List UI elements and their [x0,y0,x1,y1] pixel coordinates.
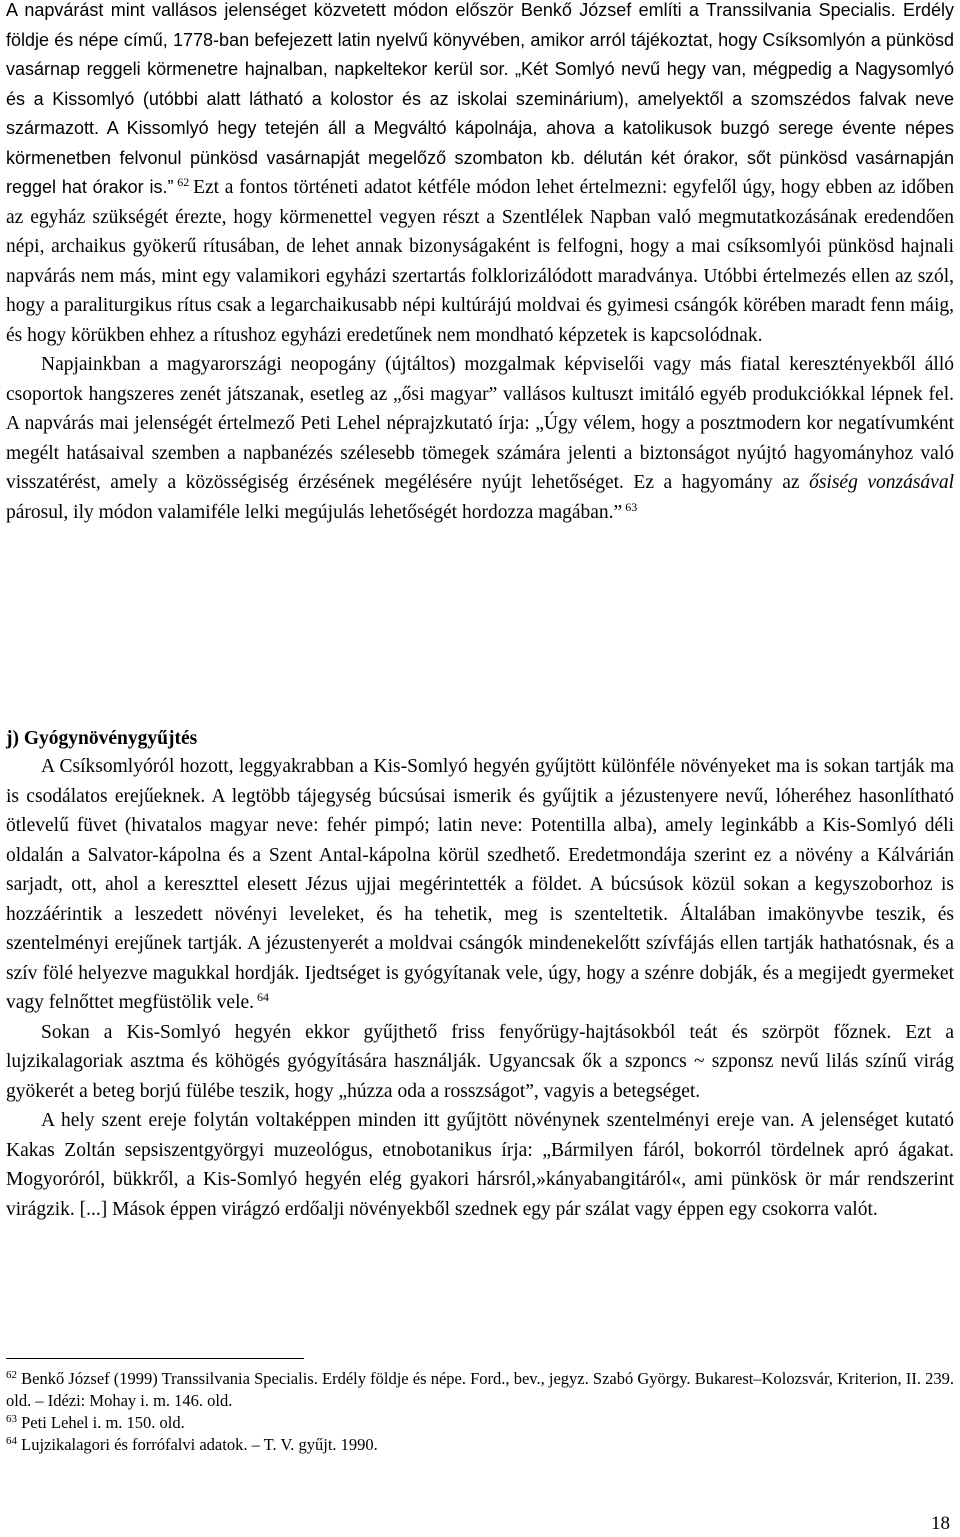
paragraph [6,752,954,1018]
footnote-number: 64 [6,1435,17,1447]
footnote-number: 62 [6,1369,17,1381]
paragraph [6,350,954,527]
footnote-number: 63 [6,1413,17,1425]
paragraph-text: A napvárást mint vallásos jelenséget közvetett módon először Benkő József említi a Transsilvania Specialis. Erdély földje és népe című, 1778-ban befejezett latin nyelvű könyvében, amikor arról tájékoztat, hogy Csíksomlyón a pünkösd vasárnap reggeli körmenetre hajnalban, napkeltekor kerül sor. „Két Somlyó nevű hegy van, mégpedig a Nagysomlyó és a Kissomlyó (utóbbi alatt látható a kolostor és az iskolai szeminárium), amelyektől a szomszédos falvak neve származott. A Kissomlyó hegy tetején áll a Megváltó kápolnája, ahova a katolikusok buzgó serege évente népes körmenetben felvonul pünkösd vasárnapját megelőző szombaton kb. délután két órakor, sőt pünkösd vasárnapján reggel hat órakor is.” [6,0,954,197]
paragraph [6,1106,954,1224]
page-number: 18 [931,1513,950,1534]
footnote [6,1412,954,1434]
footnote-text: Benkő József (1999) Transsilvania Specialis. Erdély földje és népe. Ford., bev., jegyz. Szabó György. Bukarest–Kolozsvár, Kriterion, II. 239. old. – Idézi: Mohay i. m. 146. old. [6,1369,954,1410]
footnote [6,1368,954,1412]
footnote-ref: 62 [173,175,194,189]
section-heading: j) Gyógynövénygyűjtés [6,728,198,749]
paragraph-text: Ezt a fontos történeti adatot kétféle módon lehet értelmezni: egyfelől úgy, hogy ebben az időben az egyház szükségét érezte, hogy körmenettel vegyen részt a Szentlélek Napban való megmutatkozásának eredendően népi, archaikus gyökerű rítusában, de lehet annak bizonyságaként is felfogni, hogy a mai csíksomlyói pünkösd hajnali napvárás nem más, mint egy valamikori egyházi szertartás folklorizálódott maradványa. Utóbbi értelmezés ellen az szól, hogy a paraliturgikus rítus csak a legarchaikusabb népi kultúrájú moldvai és gyimesi csángók körében maradt fenn máig, és hogy körükben ehhez a rítushoz egyházi eredetűnek nem mondható képzetek is kapcsolódnak. [6,177,955,346]
paragraph-text: Sokan a Kis-Somlyó hegyén ekkor gyűjthető friss fenyőrügy-hajtásokból teát és szörpöt főznek. Ezt a lujzikalagoriak asztma és köhögés gyógyítására használják. Ugyancsak ők a szponcs ~ szponsz nevű lilás színű virág gyökerét a beteg borjú fülébe teszik, hogy „húzza oda a rosszságot”, vagyis a betegséget. [6,1021,954,1102]
emphasis-text: ősiség vonzásával [809,472,954,493]
body-section-gyogynoveny [6,752,954,1224]
paragraph-text: A Csíksomlyóról hozott, leggyakrabban a Kis-Somlyó hegyén gyűjtött különféle növényeket ma is sokan tartják ma is csodálatos erejűeknek. A legtöbb tájegység búcsúsai ismerik és gyűjtik a jézustenyere nevű, lóheréhez hasonlítható ötlevelű füvet (hivatalos magyar neve: fehér pimpó; latin neve: Potentilla alba), amely leginkább a Kis-Somlyó déli oldalán a Salvator-kápolna és a Szent Antal-kápolna körül szedhető. Eredetmondája szerint ez a növény a Kálvárián sarjadt, ott, ahol a kereszttel elesett Jézus ujjai megérintették a földet. A búcsúsok közül sokan a kegyszoborhoz is hozzáérintik a leszedett növényi leveleket, és ha tehetik, meg is szenteltetik. Általában imakönyvbe teszik, és szentelményi erejűnek tartják. A jézustenyerét a moldvai csángók mindenekelőtt szívfájás ellen tartják hathatósnak, és a szív fölé helyezve magukkal hordják. Ijedtséget is gyógyítanak vele, úgy, hogy a szénre dobják, és a megijedt gyermeket vagy felnőttet megfüstölik vele. [6,756,954,1013]
paragraph-text: Napjainkban a magyarországi neopogány (újtáltos) mozgalmak képviselői vagy más fiatal keresztényekből álló csoportok hangszeres zenét játszanak, esetleg az „ősi magyar” vallásos kultuszt imitáló egyéb produkciókkal lépnek fel. A napvárás mai jelenségét értelmező Peti Lehel néprajzkutató írja: „Úgy vélem, hogy a posztmodern kor negatívumként megélt hatásaival szemben a napbanézés szélesebb tömegek számára jelenti a biztonságot nyújtó hagyományhoz való visszatérést, amely a közösségiség érzésének megélésére nyújt lehetőséget. Ez a hagyomány az [6,354,954,493]
footnotes [6,1368,954,1456]
footnote-text: Peti Lehel i. m. 150. old. [17,1413,185,1432]
footnote-separator [6,1358,304,1359]
footnote-ref: 64 [254,990,270,1004]
body-section-napvaras [6,0,954,527]
paragraph-text: párosul, ily módon valamiféle lelki megújulás lehetőségét hordozza magában.” [6,501,623,523]
paragraph [6,1018,954,1107]
paragraph-text: A hely szent ereje folytán voltaképpen minden itt gyűjtött növénynek szentelményi ereje van. A jelenséget kutató Kakas Zoltán sepsiszentgyörgyi muzeológus, etnobotanikus írja: „Bármilyen fáról, bokorról tördelnek apró ágakat. Mogyoróról, bükkről, a Kis-Somlyó hegyén elég gyakori hársról,»kányabangitáról«, ami pünkösk ör már rendszerint virágzik. [...] Mások éppen virágzó erdőalji növényekből szednek egy pár szálat vagy éppen egy csokorra valót. [6,1110,954,1220]
footnote-ref: 63 [622,499,638,514]
paragraph [6,0,954,350]
footnote-text: Lujzikalagori és forrófalvi adatok. – T. V. gyűjt. 1990. [17,1435,378,1454]
footnote [6,1434,954,1456]
